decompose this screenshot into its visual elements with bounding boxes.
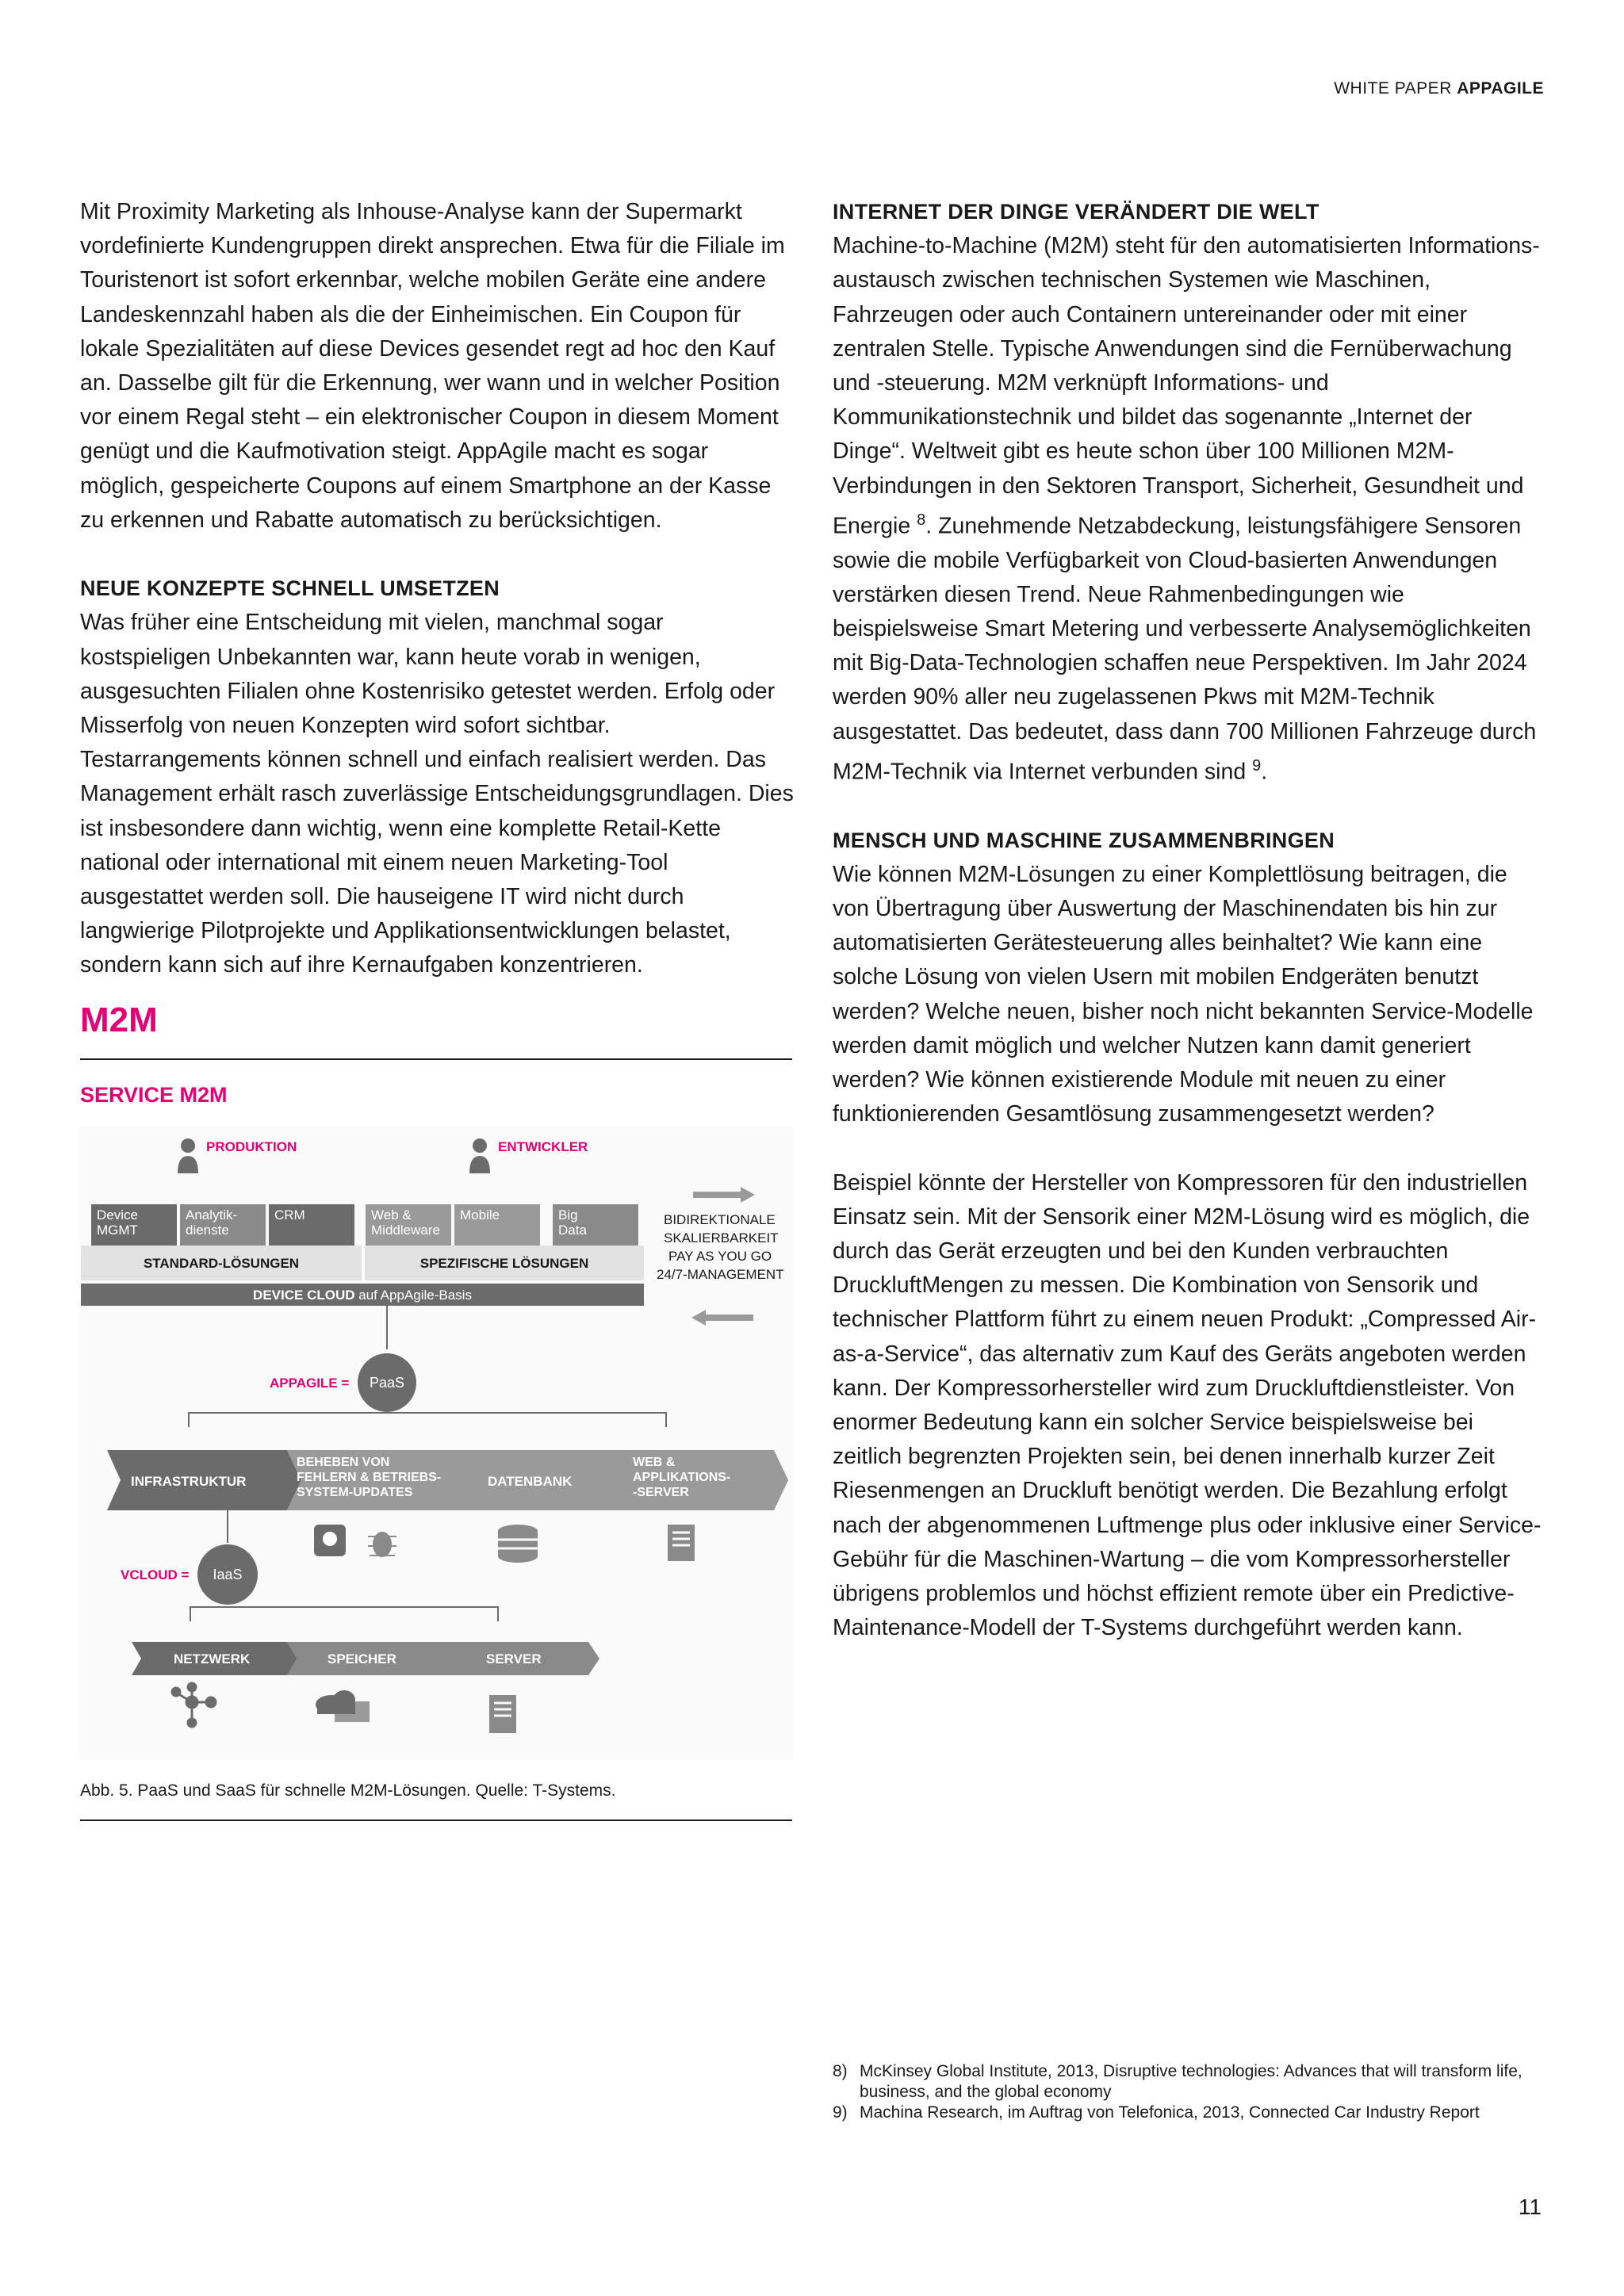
module-crm-line1: CRM (274, 1207, 305, 1223)
figure-title: SERVICE M2M (80, 1083, 228, 1107)
label-iaas: IaaS (213, 1567, 243, 1582)
side-label-4: 24/7-MANAGEMENT (657, 1267, 784, 1282)
update-disk-icon (314, 1525, 346, 1556)
label-device-cloud-rest: auf AppAgile-Basis (354, 1288, 472, 1303)
label-infrastruktur: INFRASTRUKTUR (131, 1474, 247, 1489)
header-prefix: WHITE PAPER (1334, 79, 1457, 98)
label-beheben-2: FEHLERN & BETRIEBS- (297, 1471, 442, 1484)
label-web-3: -SERVER (633, 1486, 689, 1499)
left-paragraph-1: Mit Proximity Marketing als Inhouse-Analyse kann der Supermarkt vordefinierte Kundengruppen direkt ansprechen. Etwa für die Filiale im Touristenort ist sofort erkennbar, welche mobilen Geräte eine andere Landeskennzahl haben als die der Einheimischen. Ein Coupon für lokale Spezialitäten auf diese Devices gesendet regt ad hoc den Kauf an. Dasselbe gilt für die Erkennung, wer wann und in welcher Position vor einem Regal steht – ein elektronischer Coupon in diesem Moment genügt und die Kaufmotivation steigt. AppAgile macht es sogar möglich, gespeicherte Coupons auf einem Smartphone an der Kasse zu erkennen und Rabatte automatisch zu berücksichtigen. (80, 199, 785, 533)
figure-bottom-rule (80, 1820, 792, 1821)
footnote-number: 8) (833, 2062, 848, 2080)
footnotes (833, 2061, 1546, 2123)
module-web-line1: Web & (371, 1207, 412, 1223)
right-heading-2: MENSCH UND MASCHINE ZUSAMMENBRINGEN (833, 828, 1335, 852)
label-spezifische-loesungen: SPEZIFISCHE LÖSUNGEN (419, 1256, 589, 1271)
page-number: 11 (1518, 2195, 1542, 2219)
footnote-9 (833, 2103, 1546, 2123)
footnote-ref-8: 8 (917, 511, 926, 529)
module-analytik-line2: dienste (186, 1223, 229, 1238)
module-web-line2: Middleware (371, 1223, 440, 1238)
label-netzwerk: NETZWERK (174, 1651, 251, 1667)
label-speicher: SPEICHER (327, 1651, 396, 1667)
footnote-number: 9) (833, 2103, 848, 2122)
right-paragraph-1-c: . (1261, 759, 1268, 785)
footnote-8 (833, 2061, 1546, 2103)
label-device-cloud (253, 1288, 472, 1303)
server-icon (668, 1525, 695, 1561)
running-header (1334, 79, 1544, 98)
m2m-section-title: M2M (80, 1001, 158, 1039)
right-column (833, 195, 1546, 1646)
module-mobile-line1: Mobile (460, 1207, 500, 1223)
left-column (80, 195, 794, 983)
side-label-3: PAY AS YOU GO (668, 1249, 772, 1264)
module-device-mgmt-line1: Device (97, 1207, 138, 1223)
label-server: SERVER (486, 1651, 542, 1667)
label-produktion: PRODUKTION (206, 1139, 297, 1154)
footnote-text: McKinsey Global Institute, 2013, Disruptive technologies: Advances that will transform life, business, and the global economy (860, 2062, 1522, 2101)
database-icon (498, 1525, 538, 1563)
right-heading-1: INTERNET DER DINGE VERÄNDERT DIE WELT (833, 200, 1320, 224)
m2m-top-rule (80, 1058, 792, 1060)
module-bigdata-line2: Data (558, 1223, 587, 1238)
label-vcloud: VCLOUD = (121, 1567, 190, 1582)
footnote-ref-9: 9 (1252, 756, 1262, 775)
label-web-1: WEB & (633, 1456, 676, 1469)
right-paragraph-3: Beispiel könnte der Hersteller von Kompressoren für den industriellen Einsatz sein. Mit der Sensorik einer M2M-Lösung wird es möglich, die durch das Gerät erzeugten und bei den Kunden verbrauchten DruckluftMengen zu messen. Die Kombination von Sensorik und technischer Plattform führt zu einem neuen Produkt: „Compressed Air-as-a-Service“, das alternativ zum Kauf des Geräts angeboten werden kann. Der Kompressorhersteller wird zum Druckluftdienstleister. Von enormer Bedeutung kann ein solcher Service beispielsweise bei zeitlich begrenzten Projekten sein, bei denen innerhalb kurzer Zeit Riesenmengen an Druckluft benötigt werden. Die Bezahlung erfolgt nach der abgenommenen Luftmenge plus oder inklusive einer Service-Gebühr für die Maschinen-Wartung – die vom Kompressorhersteller übrigens problemlos und höchst effizient remote über ein Predictive-Maintenance-Modell der T-Systems durchgeführt werden kann. (833, 1169, 1542, 1641)
module-analytik-line1: Analytik- (186, 1207, 238, 1223)
side-label-2: SKALIERBARKEIT (664, 1230, 779, 1246)
footnote-text: Machina Research, im Auftrag von Telefonica, 2013, Connected Car Industry Report (860, 2103, 1480, 2122)
left-paragraph-2: Was früher eine Entscheidung mit vielen, manchmal sogar kostspieligen Unbekannten war, kann heute vorab in wenigen, ausgesuchten Filialen ohne Kostenrisiko getestet werden. Erfolg oder Misserfolg von neuen Konzepten wird sofort sichtbar. Testarrangements können schnell und einfach realisiert werden. Das Management erhält rasch zuverlässige Entscheidungsgrundlagen. Dies ist insbesondere dann wichtig, wenn eine komplette Retail-Kette national oder international mit einem neuen Marketing-Tool ausgestattet werden soll. Die hauseigene IT wird nicht durch langwierige Pilotprojekte und Applikationsentwicklungen belastet, sondern kann sich auf ihre Kernaufgaben konzentrieren. (80, 610, 794, 978)
right-paragraph-1-b: . Zunehmende Netzabdeckung, leistungsfähigere Sensoren sowie die mobile Verfügbarkeit von Cloud-basierten Anwendungen verstärken diesen Trend. Neue Rahmenbedingungen wie beispielsweise Smart Metering und verbesserte Analysemöglichkeiten mit Big-Data-Technologien schaffen neue Perspektiven. Im Jahr 2024 werden 90% aller neu zugelassenen Pkws mit M2M-Technik ausgestattet. Das bedeutet, dass dann 700 Millionen Fahrzeuge durch M2M-Technik via Internet verbunden sind (833, 513, 1537, 785)
label-paas: PaaS (369, 1375, 405, 1391)
label-device-cloud-bold: DEVICE CLOUD (253, 1288, 355, 1303)
module-device-mgmt-line2: MGMT (97, 1223, 138, 1238)
label-appagile: APPAGILE = (270, 1376, 350, 1391)
label-web-2: APPLIKATIONS- (633, 1471, 731, 1484)
label-beheben-3: SYSTEM-UPDATES (297, 1486, 413, 1499)
right-paragraph-1-a: Machine-to-Machine (M2M) steht für den automatisierten Informationsaustausch zwischen technischen Systemen wie Maschinen, Fahrzeugen oder auch Containern untereinander oder mit einer zentralen Stelle. Typische Anwendungen sind die Fernüberwachung und -steuerung. M2M verknüpft Informations- und Kommunikationstechnik und bildet das sogenannte „Internet der Dinge“. Weltweit gibt es heute schon über 100 Millionen M2M-Verbindungen in den Sektoren Transport, Sicherheit, Gesundheit und Energie (833, 233, 1540, 539)
left-heading-2: NEUE KONZEPTE SCHNELL UMSETZEN (80, 576, 500, 601)
label-standard-loesungen: STANDARD-LÖSUNGEN (143, 1256, 300, 1271)
label-entwickler: ENTWICKLER (498, 1139, 588, 1154)
right-paragraph-2: Wie können M2M-Lösungen zu einer Komplettlösung beitragen, die von Übertragung über Auswertung der Maschinendaten bis hin zur automatisierten Gerätesteuerung alles beinhaltet? Wie kann eine solche Lösung von vielen Usern mit mobilen Endgeräten benutzt werden? Welche neuen, bisher noch nicht bekannten Service-Modelle werden damit möglich und welcher Nutzen kann damit generiert werden? Wie können existierende Module mit neuen zu einer funktionierenden Gesamtlösung zusammengesetzt werden? (833, 861, 1534, 1127)
server-rack-icon (489, 1695, 516, 1733)
label-datenbank: DATENBANK (488, 1474, 573, 1489)
label-beheben-1: BEHEBEN VON (297, 1456, 390, 1469)
header-brand: APPAGILE (1457, 79, 1544, 98)
side-label-1: BIDIREKTIONALE (664, 1212, 776, 1227)
module-bigdata-line1: Big (558, 1207, 578, 1223)
right-paragraph-1 (833, 229, 1546, 789)
figure-caption: Abb. 5. PaaS und SaaS für schnelle M2M-Lösungen. Quelle: T-Systems. (80, 1781, 616, 1800)
service-m2m-diagram (79, 1126, 793, 1760)
